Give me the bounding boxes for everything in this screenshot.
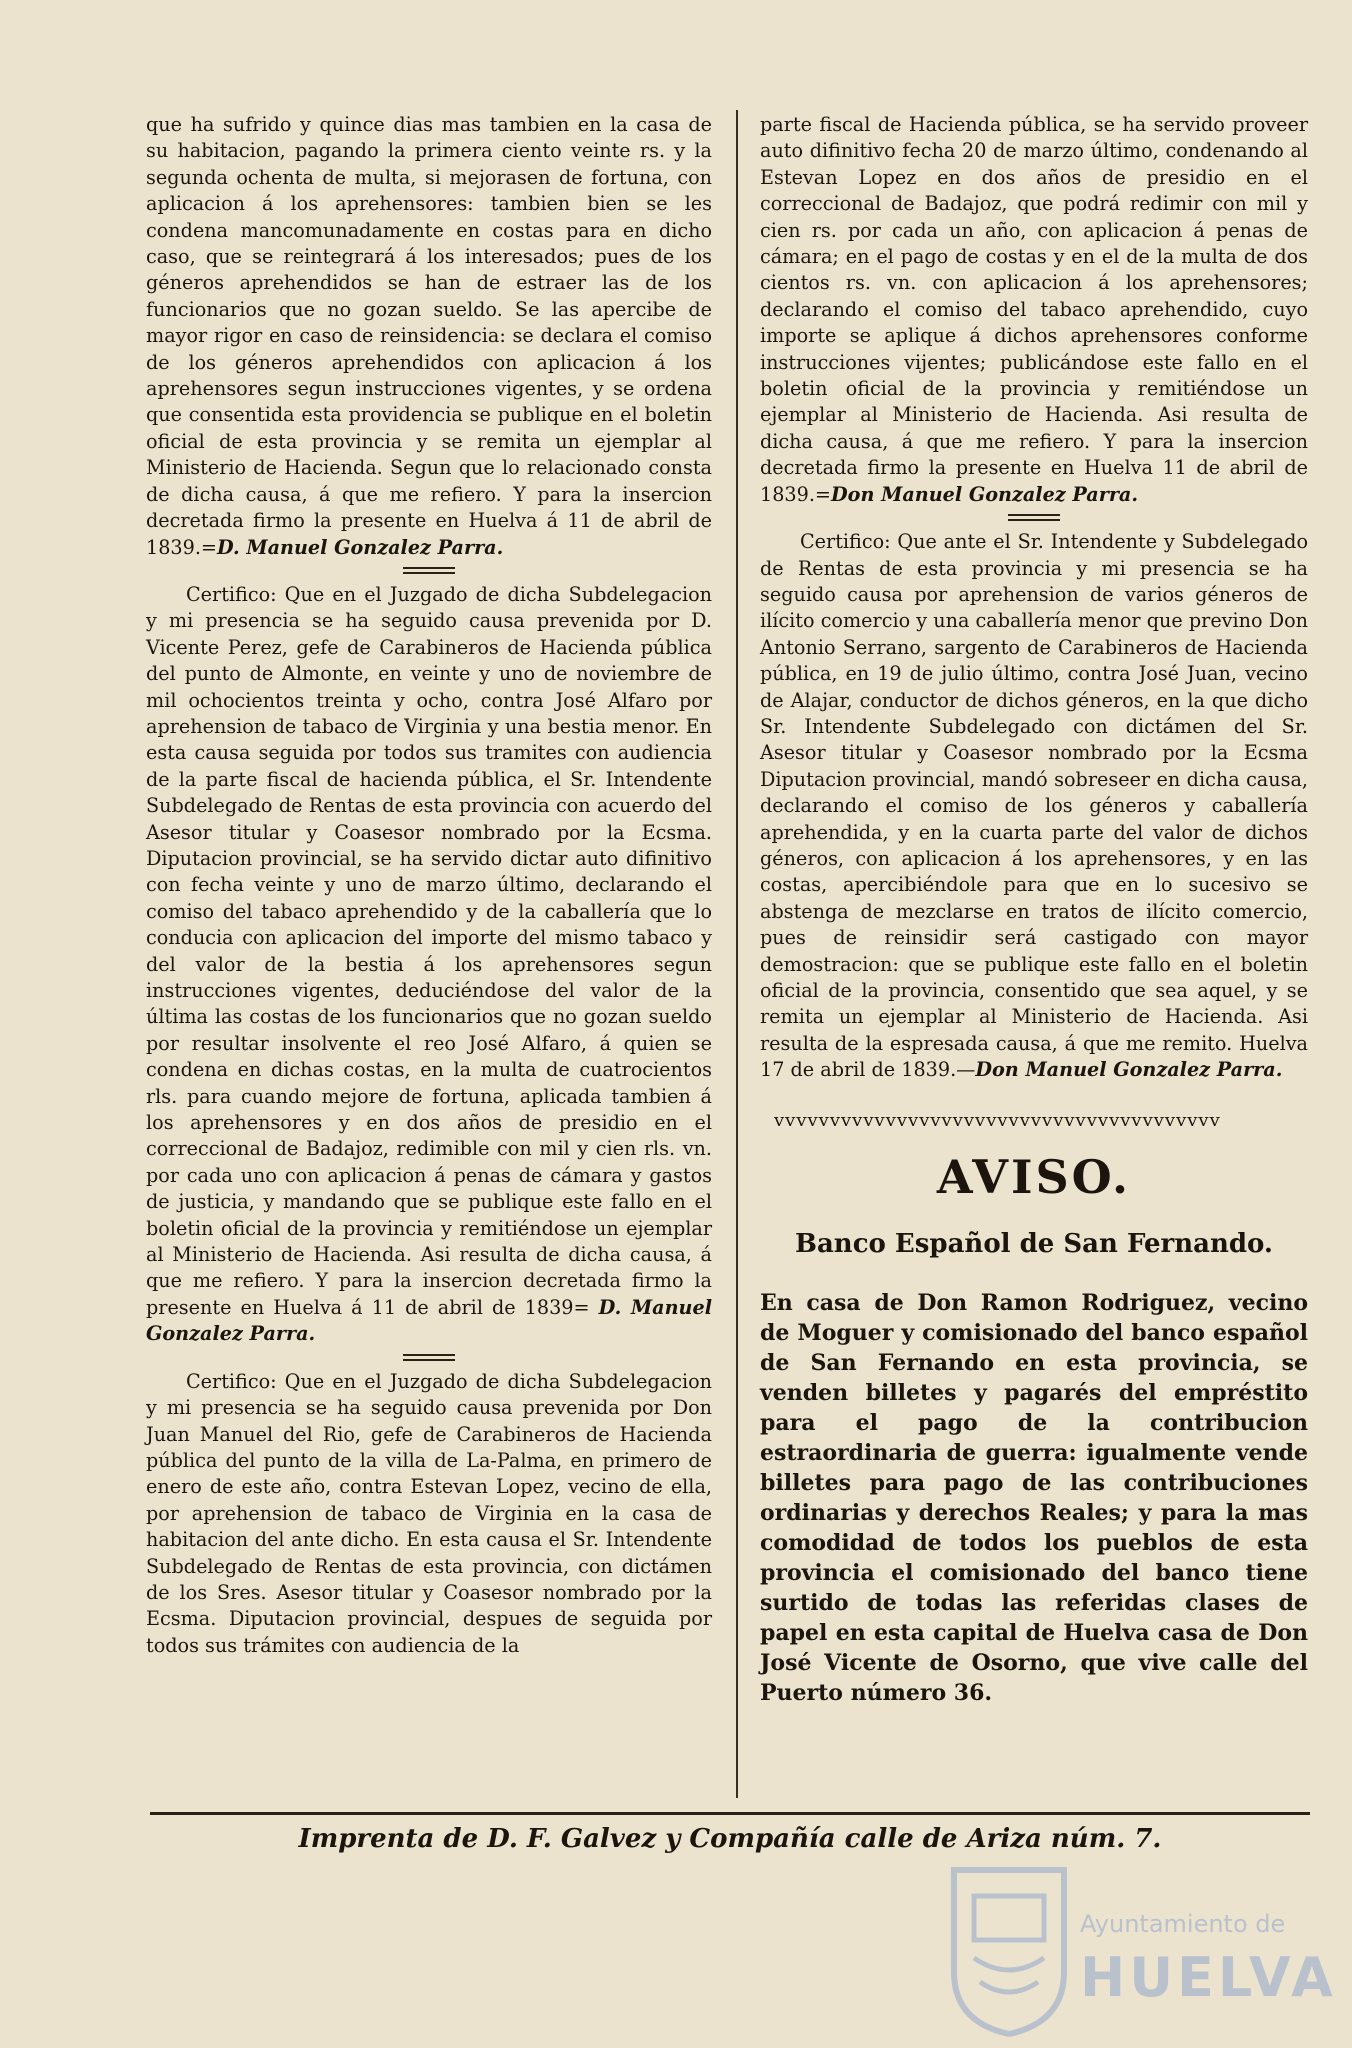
left-signature-1: D. Manuel Gonzalez Parra. (217, 535, 504, 559)
right-paragraph-2-text: Certifico: Que ante el Sr. Intendente y Subdelegado de Rentas de esta provincia y mi presencia se ha seguido causa por aprehension de varios géneros de ilícito comercio y una caballería menor que previno Don Antonio Serrano, sargento de Carabineros de Hacienda pública, en 19 de julio último, contra José Juan, vecino de Alajar, conductor de dichos géneros, en la que dicho Sr. Intendente Subdelegado con dictámen del Sr. Asesor titular y Coasesor nombrado por la Ecsma Diputacion provincial, mandó sobreseer en dicha causa, declarando el comiso de los géneros y caballería aprehendida, y en la cuarta parte del valor de dichos géneros, con aplicacion á los aprehensores, y en las costas, apercibiéndole para que en lo sucesivo se abstenga de mezclarse en tratos de ilícito comercio, pues de reinsidir será castigado con mayor demostracion: que se publique este fallo en el boletin oficial de la provincia, consentido que sea aquel, y se remita un ejemplar al Ministerio de Hacienda. Asi resulta de la espresada causa, á que me remito. Huelva 17 de abril de 1839.— (760, 530, 1308, 1082)
aviso-heading: AVISO. (936, 1150, 1132, 1205)
column-divider (736, 110, 738, 1798)
archive-watermark (944, 1862, 1344, 2042)
separator-rule (1008, 514, 1060, 521)
separator-rule (403, 567, 455, 574)
aviso-body: En casa de Don Ramon Rodriguez, vecino de Moguer y comisionado del banco español de San Fernando en esta provincia, se venden billetes y pagarés del empréstito para el pago de la contribucion estraordinaria de guerra: igualmente vende billetes para pago de las contribuciones ordinarias y derechos Reales; y para la mas comodidad de todos los pueblos de esta provincia el comisionado del banco tiene surtido de todas las referidas clases de papel en esta capital de Huelva casa de Don José Vicente de Osorno, que vive calle del Puerto número 36. (760, 1290, 1308, 1707)
right-signature-1: Don Manuel Gonzalez Parra. (831, 482, 1139, 506)
left-paragraph-2 (146, 582, 712, 1348)
left-paragraph-2-text: Certifico: Que en el Juzgado de dicha Subdelegacion y mi presencia se ha seguido causa prevenida por D. Vicente Perez, gefe de Carabineros de Hacienda pública del punto de Almonte, en veinte y uno de noviembre de mil ochocientos treinta y ocho, contra José Alfaro por aprehension de tabaco de Virginia y una bestia menor. En esta causa seguida por todos sus tramites con audiencia de la parte fiscal de hacienda pública, el Sr. Intendente Subdelegado de Rentas de esta provincia con acuerdo del Asesor titular y Coasesor nombrado por la Ecsma. Diputacion provincial, se ha servido dictar auto difinitivo con fecha veinte y uno de marzo último, declarando el comiso del tabaco aprehendido y de la caballería que lo conducia con aplicacion del importe del mismo tabaco y del valor de la bestia á los aprehensores segun instrucciones vigentes, deduciéndose del valor de la última las costas de los funcionarios que no gozan sueldo por resultar insolvente el reo José Alfaro, á quien se condena en dichas costas, en la multa de cuatrocientos rls. para cuando mejore de fortuna, aplicada tambien á los aprehensores y en dos años de presidio en el correccional de Badajoz, redimible con mil y cien rls. vn. por cada uno con aplicacion á penas de cámara y gastos de justicia, y mandando que se publique este fallo en el boletin oficial de la provincia y remitiéndose un ejemplar al Ministerio de Hacienda. Asi resulta de dicha causa, á que me refiero. Y para la insercion decretada firmo la presente en Huelva á 11 de abril de 1839= (146, 582, 712, 1319)
separator-rule (403, 1354, 455, 1361)
bank-heading: Banco Español de San Fernando. (794, 1229, 1273, 1260)
right-paragraph-2 (760, 529, 1308, 1084)
right-column (760, 112, 1308, 1708)
ornamental-border: vvvvvvvvvvvvvvvvvvvvvvvvvvvvvvvvvvvvvvvv (774, 1109, 1221, 1131)
watermark-line-2: HUELVA (1080, 1946, 1337, 2009)
city-shield-icon (944, 1862, 1074, 2038)
printer-imprint: Imprenta de D. F. Galvez y Compañía calle de Ariza núm. 7. (298, 1824, 1162, 1854)
right-signature-2: Don Manuel Gonzalez Parra. (975, 1058, 1283, 1082)
right-paragraph-1 (760, 112, 1308, 508)
watermark-line-1: Ayuntamiento de (1080, 1910, 1286, 1938)
left-paragraph-1-text: que ha sufrido y quince dias mas tambien en la casa de su habitacion, pagando la primera ciento veinte rs. y la segunda ochenta de multa, si mejorasen de fortuna, con aplicacion á los aprehensores: tambien bien se les condena mancomunadamente en costas para en dicho caso, que se reintegrará á los interesados; pues de los géneros aprehendidos se han de estraer las de los funcionarios que no gozan sueldo. Se las apercibe de mayor rigor en caso de reinsidencia: se declara el comiso de los géneros aprehendidos con aplicacion á los aprehensores segun instrucciones vigentes, y se ordena que consentida esta providencia se publique en el boletin oficial de esta provincia y se remita un ejemplar al Ministerio de Hacienda. Segun que lo relacionado consta de dicha causa, á que me refiero. Y para la insercion decretada firmo la presente en Huelva á 11 de abril de 1839.= (146, 113, 712, 559)
left-paragraph-1 (146, 112, 712, 561)
left-signature-2: D. Manuel Gonzalez Parra. (146, 1295, 713, 1346)
left-column (146, 112, 712, 1659)
left-paragraph-3: Certifico: Que en el Juzgado de dicha Subdelegacion y mi presencia se ha seguido causa prevenida por Don Juan Manuel del Rio, gefe de Carabineros de Hacienda pública del punto de la villa de La-Palma, en primero de enero de este año, contra Estevan Lopez, vecino de ella, por aprehension de tabaco de Virginia en la casa de habitacion del ante dicho. En esta causa el Sr. Intendente Subdelegado de Rentas de esta provincia, con dictámen de los Sres. Asesor titular y Coasesor nombrado por la Ecsma. Diputacion provincial, despues de seguida por todos sus trámites con audiencia de la (146, 1369, 712, 1657)
footer-rule (150, 1812, 1310, 1815)
right-paragraph-1-text: parte fiscal de Hacienda pública, se ha servido proveer auto difinitivo fecha 20 de marzo último, condenando al Estevan Lopez en dos años de presidio en el correccional de Badajoz, que podrá redimir con mil y cien rs. por cada un año, con aplicacion á penas de cámara; en el pago de costas y en el de la multa de dos cientos rs. vn. con aplicacion á los aprehensores; declarando el comiso del tabaco aprehendido, cuyo importe se aplique á dichos aprehensores conforme instrucciones vijentes; publicándose este fallo en el boletin oficial de la provincia y remitiéndose un ejemplar al Ministerio de Hacienda. Asi resulta de dicha causa, á que me refiero. Y para la insercion decretada firmo la presente en Huelva 11 de abril de 1839.= (760, 113, 1308, 506)
